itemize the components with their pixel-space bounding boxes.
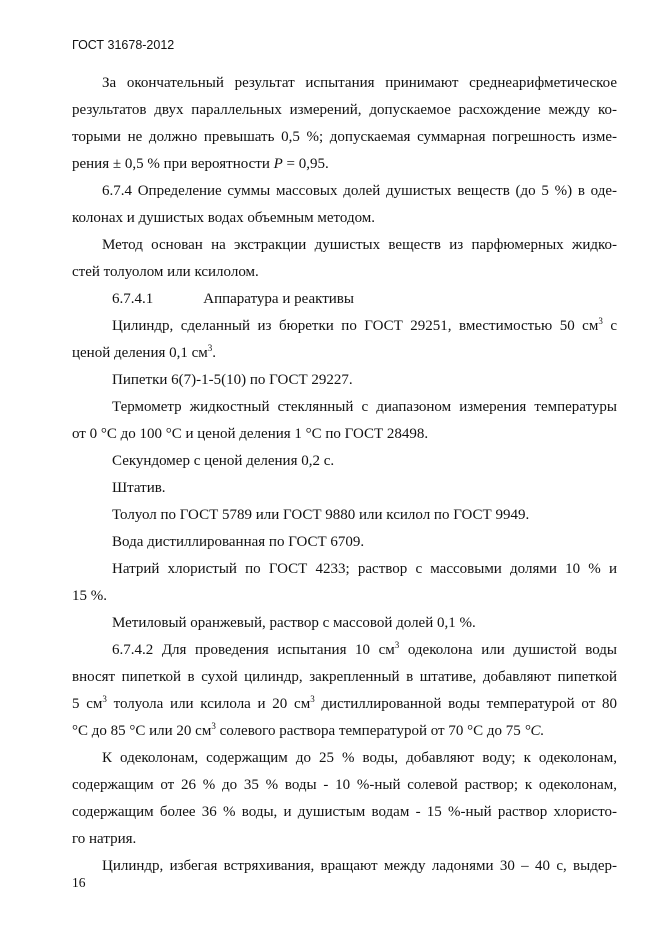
p1-line-3: торыми не должно превышать 0,5 %; допускаемая суммарная погрешность изме- (72, 129, 617, 145)
p1-line-2: результатов двух параллельных измерений, допускаемое расхождение между ко- (72, 102, 617, 118)
p4-line-3: содержащим более 36 % воды, и душистым водам - 15 %-ный раствор хлористо- (72, 804, 617, 820)
superscript: 3 (211, 721, 216, 731)
section-number: 6.7.4.1 (112, 291, 154, 307)
s2-text-3b: толуола или ксилола и 20 см (106, 696, 311, 712)
standard-header: ГОСТ 31678-2012 (72, 38, 175, 52)
s2-text-3a: 5 см (72, 696, 103, 712)
superscript: 3 (102, 694, 107, 704)
p1-line-4-value: = 0,95. (282, 156, 329, 172)
s2-text-1-end: одеколона или душистой воды (399, 642, 617, 658)
section-6-7-4-2-line-2: вносят пипеткой в сухой цилиндр, закрепленный в штативе, добавляют пипеткой (72, 669, 617, 685)
item-distilled-water: Вода дистиллированная по ГОСТ 6709. (112, 534, 365, 550)
section-title: Аппаратура и реактивы (203, 291, 354, 307)
item-methyl-orange: Метиловый оранжевый, раствор с массовой долей 0,1 %. (112, 615, 476, 631)
probability-symbol: P (273, 156, 283, 172)
section-6-7-4-2-line-1 (72, 637, 617, 664)
item-toluene: Толуол по ГОСТ 5789 или ГОСТ 9880 или ксилол по ГОСТ 9949. (112, 507, 530, 523)
p3-line-1: Метод основан на экстракции душистых веществ из парфюмерных жидко- (102, 237, 617, 253)
p3-line-2: стей толуолом или ксилолом. (72, 264, 259, 280)
item-cylinder-end-2: . (212, 345, 217, 361)
p1-line-4 (72, 151, 617, 178)
p2-line-1: 6.7.4 Определение суммы массовых долей душистых веществ (до 5 %) в оде- (102, 183, 617, 199)
item-stopwatch: Секундомер с ценой деления 0,2 с. (112, 453, 335, 469)
s2-text-3c: дистиллированной воды температурой от 80 (314, 696, 617, 712)
superscript: 3 (207, 343, 213, 353)
p1-line-1: За окончательный результат испытания принимают среднеарифметическое (102, 75, 617, 91)
item-stand: Штатив. (112, 480, 166, 496)
page-number: 16 (72, 875, 86, 890)
superscript: 3 (394, 640, 400, 650)
section-6-7-4-2-line-4 (72, 718, 617, 745)
item-cylinder-text-2: ценой деления 0,1 см (72, 345, 208, 361)
item-thermometer-line-2: от 0 °С до 100 °С и ценой деления 1 °С по ГОСТ 28498. (72, 426, 429, 442)
item-thermometer-line-1: Термометр жидкостный стеклянный с диапазоном измерения температуры (112, 399, 617, 415)
p4-line-1: К одеколонам, содержащим до 25 % воды, добавляют воду; к одеколонам, (102, 750, 617, 766)
item-cylinder-line-1 (72, 313, 617, 340)
s2-text-4a: °С до 85 °С или 20 см (72, 723, 212, 739)
p1-line-4-text: рения ± 0,5 % при вероятности (72, 156, 274, 172)
section-6-7-4-2-line-3 (72, 691, 617, 718)
p2-line-2: колонах и душистых водах объемным методом. (72, 210, 376, 226)
item-sodium-chloride-line-1: Натрий хлористый по ГОСТ 4233; раствор с массовыми долями 10 % и (112, 561, 617, 577)
s2-text-4b: солевого раствора температурой от 70 °С до 75 (215, 723, 525, 739)
item-pipettes: Пипетки 6(7)-1-5(10) по ГОСТ 29227. (112, 372, 353, 388)
body-text (72, 70, 617, 880)
item-cylinder-text: Цилиндр, сделанный из бюретки по ГОСТ 29251, вместимостью 50 см (112, 318, 599, 334)
superscript: 3 (598, 316, 603, 326)
item-cylinder-line-2 (72, 340, 617, 367)
item-sodium-chloride-line-2: 15 %. (72, 588, 107, 604)
item-cylinder-end: с (602, 318, 617, 334)
superscript: 3 (310, 694, 315, 704)
section-6-7-4-1-heading (72, 286, 617, 313)
p5-line-1: Цилиндр, избегая встряхивания, вращают между ладонями 30 – 40 с, выдер- (102, 858, 617, 874)
s2-text-1: 6.7.4.2 Для проведения испытания 10 см (112, 642, 395, 658)
p4-line-2: содержащим от 26 % до 35 % воды - 10 %-ный солевой раствор; к одеколонам, (72, 777, 617, 793)
s2-text-4-italic: °С. (524, 723, 545, 739)
p4-line-4: го натрия. (72, 831, 137, 847)
